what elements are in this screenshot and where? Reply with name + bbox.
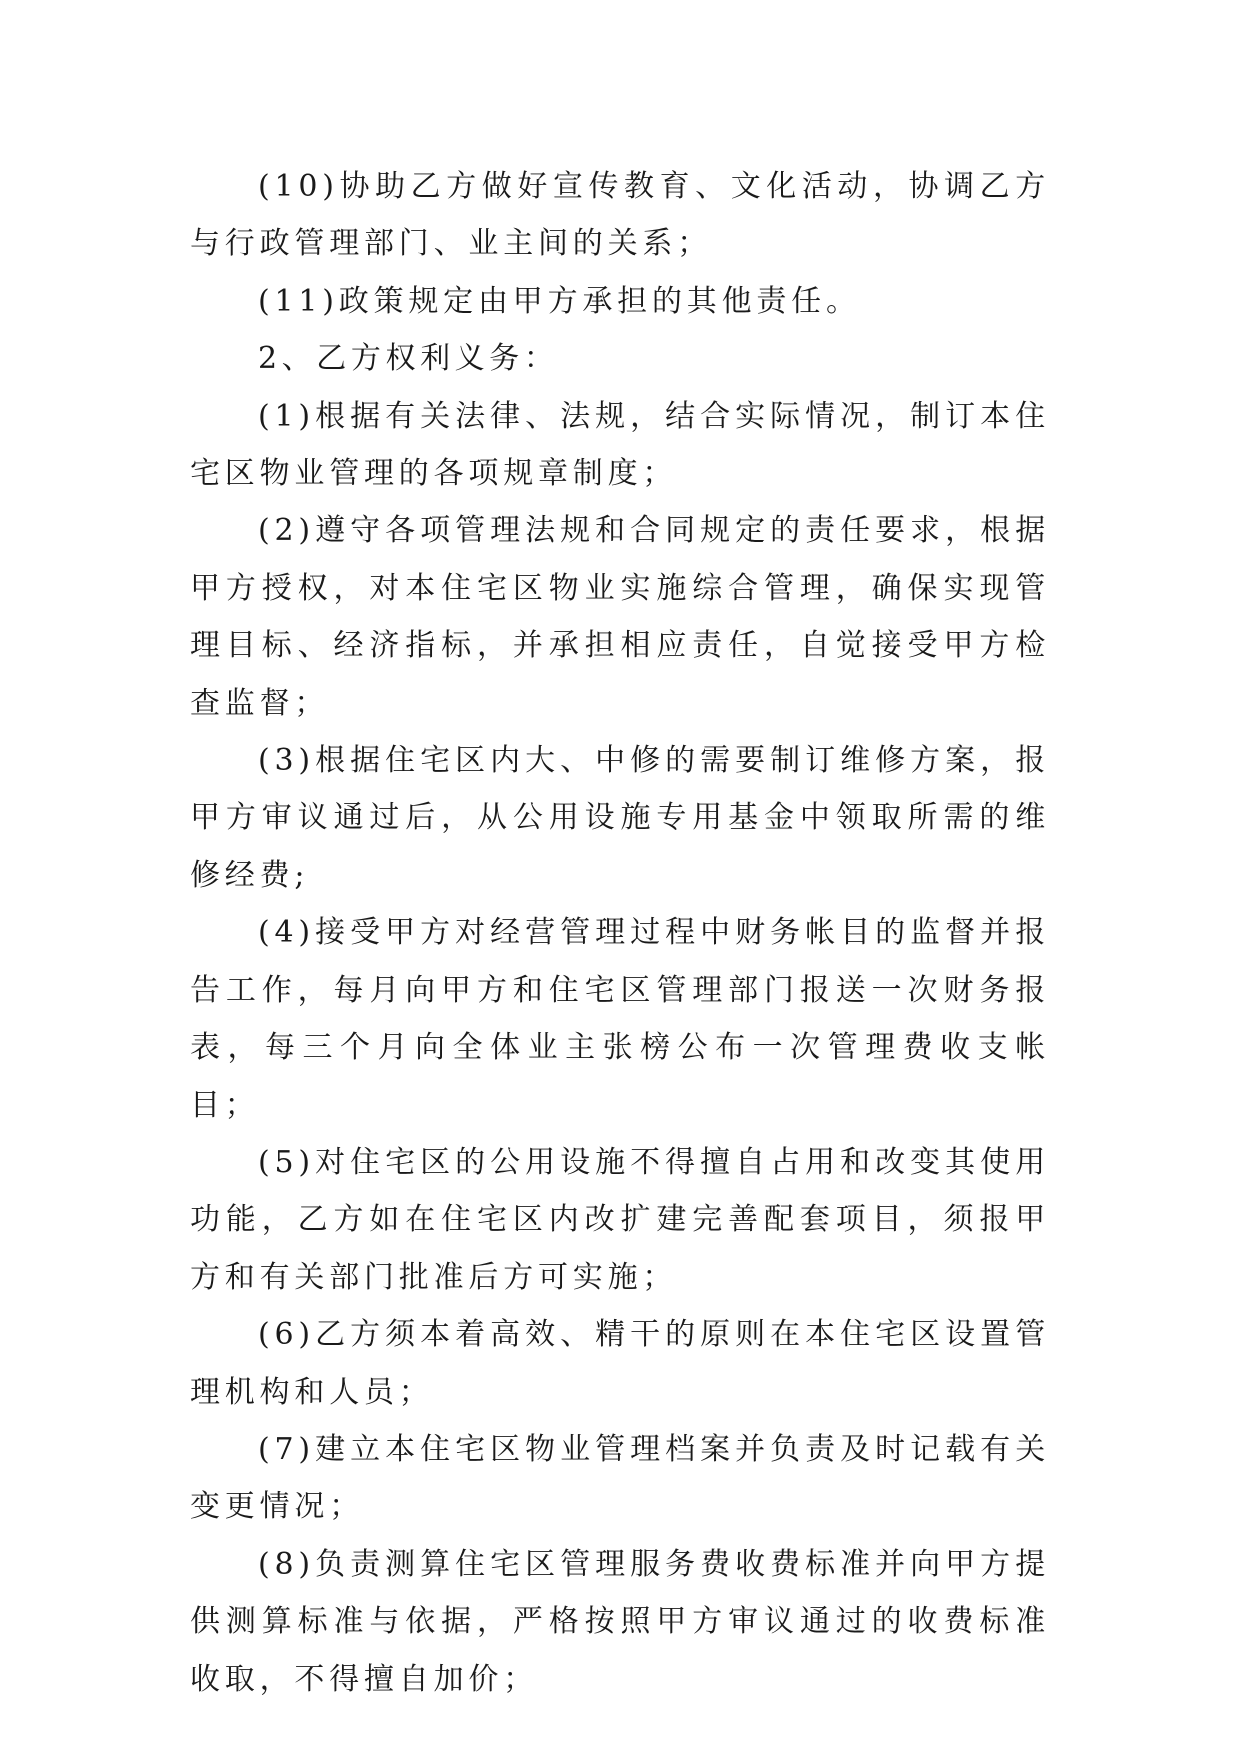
clause-b7: (7)建立本住宅区物业管理档案并负责及时记载有关变更情况； bbox=[190, 1431, 1050, 1525]
clause-10: (10)协助乙方做好宣传教育、文化活动，协调乙方与行政管理部门、业主间的关系； bbox=[190, 169, 1050, 262]
clause-b4: (4)接受甲方对经营管理过程中财务帐目的监督并报告工作，每月向甲方和住宅区管理部门报送一次财务报表，每三个月向全体业主张榜公布一次管理费收支帐目； bbox=[190, 915, 1050, 1123]
clause-11: (11)政策规定由甲方承担的其他责任。 bbox=[258, 283, 861, 319]
clause-b2: (2)遵守各项管理法规和合同规定的责任要求，根据甲方授权，对本住宅区物业实施综合管理，确保实现管理目标、经济指标，并承担相应责任，自觉接受甲方检查监督； bbox=[190, 513, 1050, 721]
clause-b6: (6)乙方须本着高效、精干的原则在本住宅区设置管理机构和人员； bbox=[190, 1317, 1050, 1410]
document-body bbox=[190, 158, 1050, 1708]
clause-b5: (5)对住宅区的公用设施不得擅自占用和改变其使用功能，乙方如在住宅区内改扩建完善配套项目，须报甲方和有关部门批准后方可实施； bbox=[190, 1144, 1050, 1295]
clause-b1: (1)根据有关法律、法规，结合实际情况，制订本住宅区物业管理的各项规章制度； bbox=[190, 398, 1050, 492]
section-heading-party-b-rights: 2、乙方权利义务： bbox=[258, 341, 559, 377]
clause-b8: (8)负责测算住宅区管理服务费收费标准并向甲方提供测算标准与依据，严格按照甲方审议通过的收费标准收取，不得擅自加价； bbox=[190, 1546, 1050, 1697]
clause-b3: (3)根据住宅区内大、中修的需要制订维修方案，报甲方审议通过后，从公用设施专用基金中领取所需的维修经费; bbox=[190, 743, 1050, 893]
